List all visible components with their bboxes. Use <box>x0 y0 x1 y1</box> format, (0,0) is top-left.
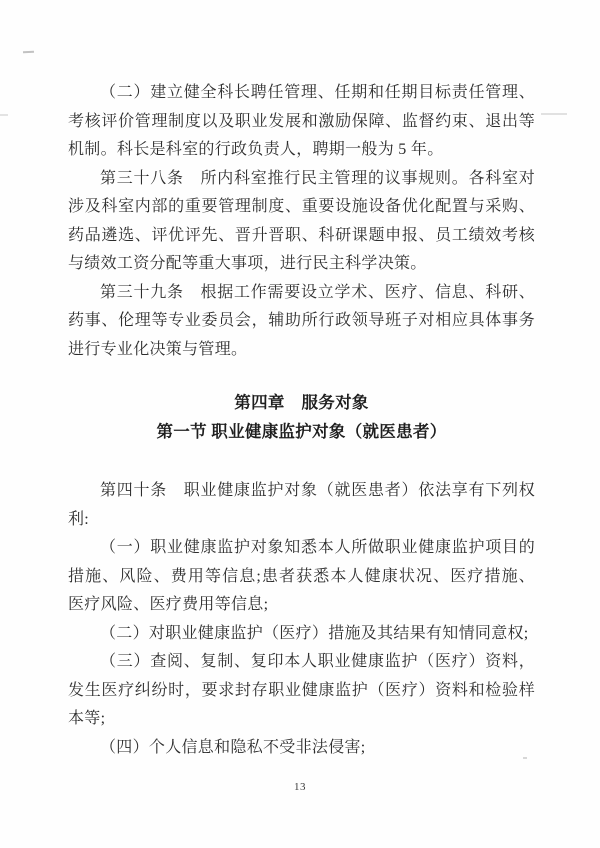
text-line: 医疗风险、医疗费用等信息; <box>68 596 269 613</box>
text-line: （一）职业健康监护对象知悉本人所做职业健康监护项目的 <box>100 539 535 556</box>
text-line: 进行专业化决策与管理。 <box>68 340 248 358</box>
document-body <box>68 79 535 762</box>
text-line: 本等; <box>68 710 106 727</box>
text-line: 涉及科室内部的重要管理制度、重要设施设备优化配置与采购、 <box>68 198 535 215</box>
scan-artifact <box>0 114 8 116</box>
scan-artifact <box>541 113 567 115</box>
text-line: （二）对职业健康监护（医疗）措施及其结果有知情同意权; <box>100 624 529 642</box>
scan-artifact <box>23 51 34 54</box>
chapter-heading: 第四章 服务对象 <box>234 393 369 412</box>
text-line: 药事、伦理等专业委员会，辅助所行政领导班子对相应具体事务 <box>68 312 535 329</box>
text-line: 药品遴选、评优评先、晋升晋职、科研课题申报、员工绩效考核 <box>68 226 535 244</box>
text-line: （三）查阅、复制、复印本人职业健康监护（医疗）资料， <box>100 653 535 670</box>
text-line: 第三十九条 根据工作需要设立学术、医疗、信息、科研、 <box>100 283 535 301</box>
page-number: 13 <box>294 781 306 793</box>
text-line: 考核评价管理制度以及职业发展和激励保障、监督约束、退出等 <box>68 112 535 130</box>
text-line: 利: <box>68 510 90 528</box>
text-line: 第三十八条 所内科室推行民主管理的议事规则。各科室对 <box>100 169 535 187</box>
text-line: 机制。科长是科室的行政负责人，聘期一般为 5 年。 <box>68 141 444 158</box>
text-line: （四）个人信息和隐私不受非法侵害; <box>100 738 366 756</box>
text-line: 措施、风险、费用等信息;患者获悉本人健康状况、医疗措施、 <box>68 567 535 585</box>
text-line: 发生医疗纠纷时，要求封存职业健康监护（医疗）资料和检验样 <box>68 681 535 699</box>
text-line: 与绩效工资分配等重大事项，进行民主科学决策。 <box>68 255 427 272</box>
text-line: 第四十条 职业健康监护对象（就医患者）依法享有下列权 <box>100 482 535 499</box>
section-heading: 第一节 职业健康监护对象（就医患者） <box>156 421 447 441</box>
text-line: （二）建立健全科长聘任管理、任期和任期目标责任管理、 <box>100 84 535 101</box>
